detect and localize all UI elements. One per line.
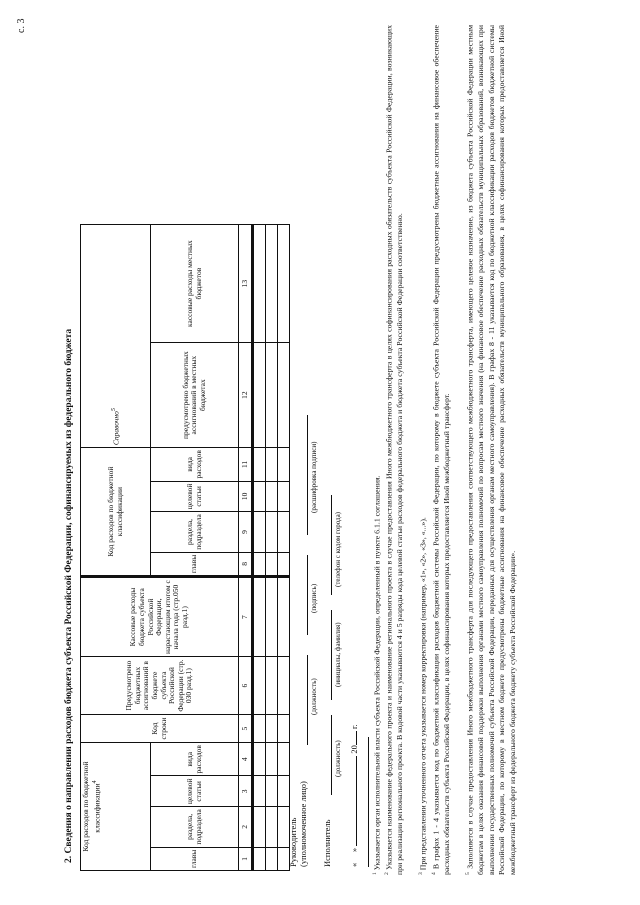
header-razdela: раздела, подраздела — [151, 807, 239, 847]
header-predusmotreno-mestnye: предусмотрено бюджетных ассигнований в местных бюджетах — [151, 343, 239, 448]
col-num: 7 — [239, 577, 253, 657]
table-row — [266, 225, 278, 871]
column-numbers-row — [239, 225, 253, 871]
footnote-3: $^3$ При представлении уточненного отчета указывается номер корректировки (например, «1», «2», «3», «...»). — [418, 517, 428, 875]
rukovoditel-label: Руководитель — [288, 817, 298, 867]
table-row — [253, 225, 266, 871]
col-num: 10 — [239, 481, 253, 512]
signature-line — [331, 495, 332, 595]
caption-podpis: (подпись) — [310, 583, 318, 613]
header-kod-rashodov-right: Код расходов по бюджетной классификации — [81, 448, 151, 577]
footnote-separator — [368, 737, 369, 867]
signature-line — [307, 415, 308, 535]
header-celevoy-r: целевой статьи — [151, 481, 239, 512]
header-razdela-r: раздела, подраздела — [151, 512, 239, 552]
col-num: 2 — [239, 807, 253, 847]
footnote-1: $^1$ Указывается орган исполнительной власти субъекта Российской Федерации, определенный в пункте 6.1.1 соглашения. — [372, 475, 382, 875]
date-line: « » 20 г. — [349, 724, 359, 867]
header-kassovye-mestnye: кассовые расходы местных бюджетов — [151, 225, 239, 343]
header-kod-rashodov-left: Код расходов по бюджетной классификации$^4$ — [81, 743, 151, 871]
signature-line — [331, 610, 332, 700]
header-kassovye-rashody: Кассовые расходы бюджета субъекта Российской Федерации, нарастающим итогом с начала года (стр.050 разд.1) — [81, 577, 239, 657]
caption-fio: (инициалы, фамилия) — [334, 622, 342, 687]
section-title: 2. Сведения о направлении расходов бюджета субъекта Российской Федерации, софинансируемых из федерального бюджета — [64, 328, 74, 863]
header-predusmotreno: Предусмотрено бюджетных ассигнований в бюджете субъекта Российской Федерации (стр. 030 разд.1) — [81, 657, 239, 715]
col-num: 13 — [239, 225, 253, 343]
caption-dolzhnost: (должность) — [310, 678, 318, 715]
caption-dolzhnost-2: (должность) — [334, 740, 342, 777]
col-num: 12 — [239, 343, 253, 448]
caption-telefon: (телефон с кодом города) — [334, 511, 342, 587]
ispolnitel-label: Исполнитель — [322, 819, 332, 867]
col-num: 6 — [239, 657, 253, 715]
caption-rasshifrovka: (расшифровка подписи) — [310, 441, 318, 513]
signature-line — [307, 555, 308, 635]
col-num: 1 — [239, 847, 253, 870]
col-num: 4 — [239, 743, 253, 776]
header-glavy-r: главы — [151, 552, 239, 576]
col-num: 5 — [239, 715, 253, 743]
header-kod-stroki: Код строки — [81, 715, 239, 743]
header-vida-r: вида расходов — [151, 448, 239, 481]
header-celevoy: целевой статьи — [151, 776, 239, 807]
footnote-4: $^4$ В графах 1 - 4 указывается код по бюджетной классификации расходов бюджетной системы Российской Федерации, по которому в бюджете субъекта Российской Федерации предусмотрены бюджетные ассигнования на финансовое обеспечение расходных обязательств субъекта Российской Федерации, в целях софинансирования которых предоставляется Иной межбюджетный трансферт. — [431, 25, 452, 875]
col-num: 8 — [239, 552, 253, 576]
expenses-table — [80, 224, 290, 871]
signature-line — [331, 715, 332, 795]
upolnomochennoe-label: (уполномоченное лицо) — [298, 781, 308, 867]
signature-line — [307, 655, 308, 745]
footnote-5: $^5$ Заполняется в случае предоставления Иного межбюджетного трансферта для последующего предоставления соответствующего межбюджетного трансферта, имеющего целевое назначение, из бюджета субъекта Российской Федерации местным бюджетам в целях оказания финансовой поддержки выполнения органами местного самоуправления полномочий по вопросам местного значения (на финансовое обеспечение расходных обязательств муниципальных образований, возникающих при выполнении государственных полномочий субъекта Российской Федерации, переданных для осуществления органам местного самоуправления). В графах 8 - 11 указывается код по бюджетной классификации расходов бюджетов бюджетной системы Российской Федерации, по которому в местном бюджете предусмотрены бюджетные ассигнования на финансовое обеспечение расходных обязательств муниципального образования, в целях софинансирования которых предоставляется Иной межбюджетный трансферт из федерального бюджета бюджету субъекта Российской Федерации». — [465, 24, 517, 875]
header-spravochno: Справочно$^5$ — [81, 225, 151, 448]
header-glavy: главы — [151, 847, 239, 870]
col-num: 9 — [239, 512, 253, 552]
table-row — [278, 225, 290, 871]
page-number: с. 3 — [16, 18, 27, 33]
header-vida: вида расходов — [151, 743, 239, 776]
footnote-2: $^2$ Указывается наименование федерального проекта и наименование регионального проекта в случае предоставления Иного межбюджетного трансферта в целях софинансирования расходных обязательств субъекта Российской Федерации, возникающих при реализации регионального проекта. В кодовой части указываются 4 и 5 разряды кода целевой статьи расходов федерального бюджета и бюджета субъекта Российской Федерации соответственно. — [384, 25, 405, 875]
col-num: 11 — [239, 448, 253, 481]
col-num: 3 — [239, 776, 253, 807]
